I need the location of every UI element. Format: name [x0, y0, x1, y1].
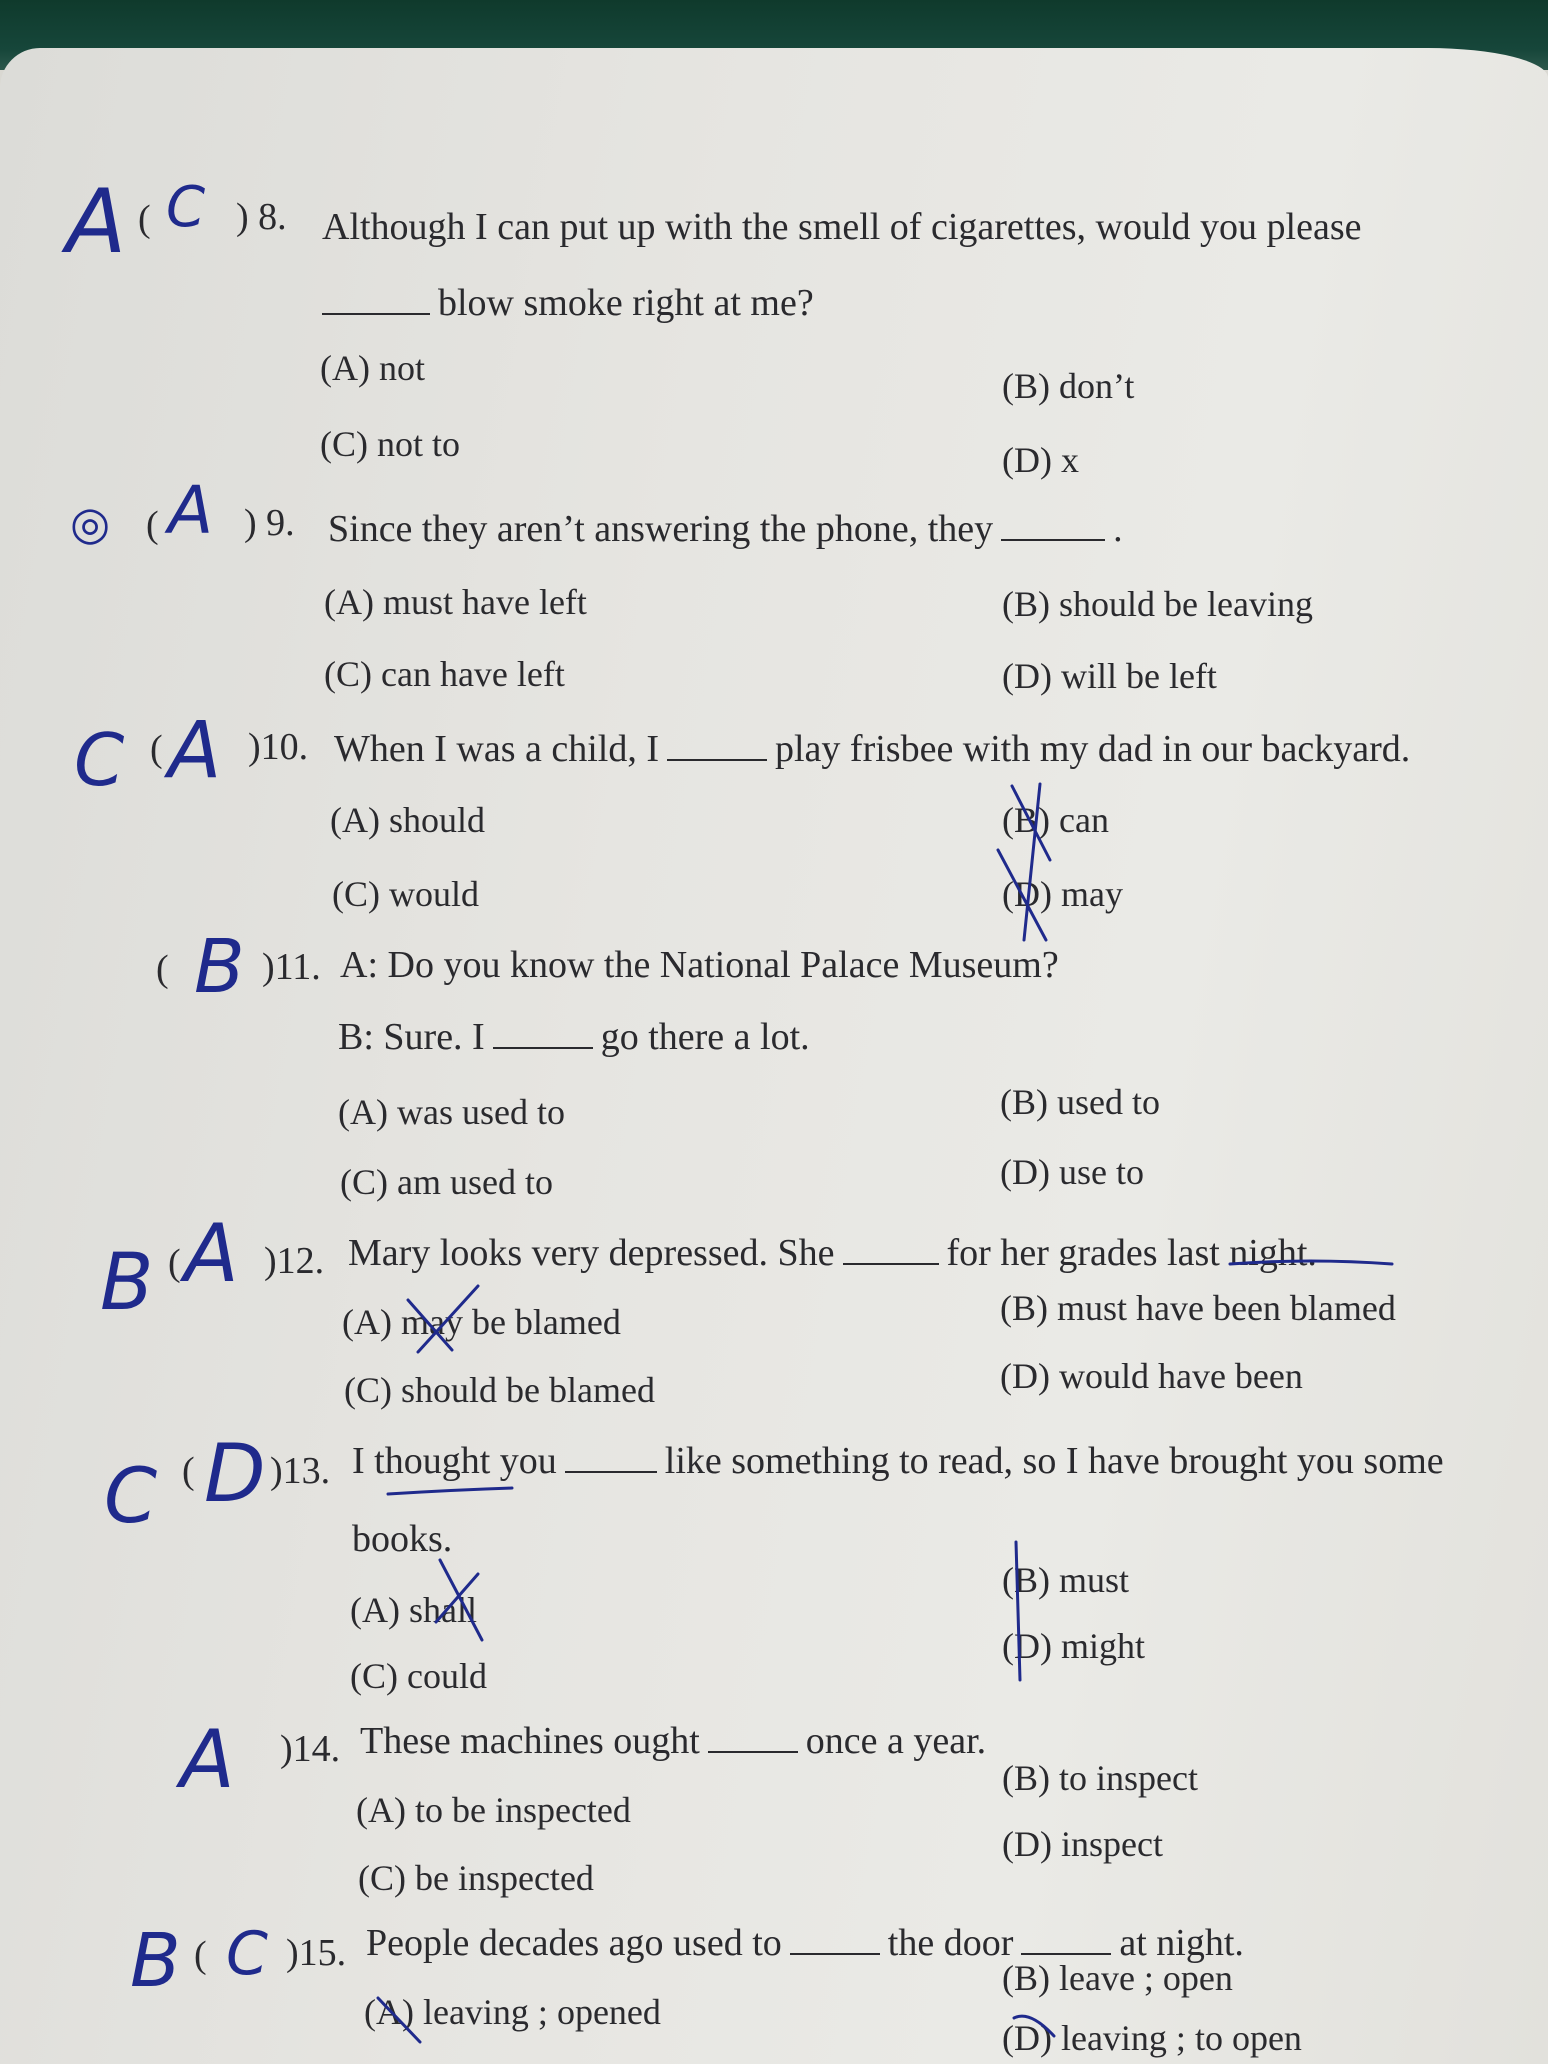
question-number: )15. — [286, 1932, 347, 1974]
handwritten-mark: C — [104, 1451, 158, 1540]
question-text-line-2: blow smoke right at me? — [322, 284, 814, 322]
option-a: (A) was used to — [338, 1092, 565, 1132]
paren-open: ( — [168, 1242, 181, 1284]
option-d: (D) would have been — [1000, 1356, 1303, 1396]
paren-answer: A — [184, 1207, 239, 1300]
option-c: (C) am used to — [340, 1162, 553, 1202]
question-number: )11. — [262, 946, 321, 988]
option-c: (C) be inspected — [358, 1858, 594, 1898]
option-c: (C) could — [350, 1656, 487, 1696]
paren-open: ( — [194, 1934, 207, 1976]
option-a: (A) not — [320, 348, 425, 388]
question-text: Although I can put up with the smell of cigarettes, would you please — [322, 206, 1362, 248]
option-b: (B) leave ; open — [1002, 1958, 1233, 1998]
option-d: (D) may — [1002, 874, 1123, 914]
question-text: I thought you like something to read, so I have brought you some — [352, 1440, 1444, 1482]
option-a: (A) leaving ; opened — [364, 1992, 661, 2032]
question-text: When I was a child, I play frisbee with my dad in our backyard. — [334, 728, 1411, 770]
handwritten-mark: B — [100, 1238, 154, 1328]
paren-answer: C — [166, 175, 206, 240]
option-d: (D) leaving ; to open — [1002, 2018, 1302, 2058]
handwritten-mark: C — [74, 718, 125, 802]
paren-answer: A — [168, 706, 222, 796]
option-d: (D) use to — [1000, 1152, 1144, 1192]
option-b: (B) must — [1002, 1560, 1130, 1600]
option-d: (D) inspect — [1002, 1824, 1163, 1864]
paren-answer: A — [180, 1713, 235, 1806]
question-text: Mary looks very depressed. She for her grades last night. — [348, 1232, 1317, 1274]
paren-answer: C — [226, 1919, 268, 1989]
paren-answer: A — [168, 472, 214, 549]
option-b: (B) can — [1002, 800, 1109, 840]
question-text: Since they aren’t answering the phone, they . — [328, 508, 1123, 550]
option-b: (B) to inspect — [1002, 1758, 1198, 1798]
option-d: (D) might — [1002, 1626, 1145, 1666]
option-c: (C) can have left — [324, 654, 565, 694]
question-text: These machines ought once a year. — [360, 1720, 987, 1762]
option-a: (A) must have left — [324, 582, 587, 622]
question-number: ) 9. — [244, 502, 295, 544]
option-d: (D) will be left — [1002, 656, 1217, 696]
question-number: )13. — [270, 1450, 331, 1492]
option-b: (B) must have been blamed — [1000, 1288, 1396, 1328]
question-number: ) 8. — [236, 196, 287, 238]
option-c: (C) would — [332, 874, 479, 914]
option-b: (B) used to — [1000, 1082, 1160, 1122]
option-d: (D) x — [1002, 440, 1079, 480]
option-b: (B) should be leaving — [1002, 584, 1313, 624]
paren-open: ( — [138, 198, 151, 240]
paren-answer: B — [194, 924, 245, 1010]
option-c: (C) not to — [320, 424, 460, 464]
option-a: (A) may be blamed — [342, 1302, 621, 1342]
question-number: )10. — [248, 726, 309, 768]
option-a: (A) shall — [350, 1590, 477, 1630]
question-text: People decades ago used to the door at night. — [366, 1922, 1244, 1964]
question-text: A: Do you know the National Palace Museum? — [340, 944, 1059, 986]
question-text-line-2: B: Sure. I go there a lot. — [338, 1016, 810, 1058]
option-c: (C) should be blamed — [344, 1370, 655, 1410]
question-text-line-2: books. — [352, 1518, 453, 1560]
handwritten-mark: A — [66, 170, 127, 273]
option-a: (A) to be inspected — [356, 1790, 631, 1830]
paren-open: ( — [150, 728, 163, 770]
double-circle-mark: ◎ — [70, 496, 111, 550]
paren-open: ( — [182, 1450, 195, 1492]
option-b: (B) don’t — [1002, 366, 1135, 406]
question-number: )14. — [280, 1728, 341, 1770]
handwritten-mark: B — [130, 1918, 181, 2004]
option-a: (A) should — [330, 800, 485, 840]
paren-open: ( — [146, 504, 159, 546]
paren-answer: D — [204, 1427, 266, 1520]
question-number: )12. — [264, 1240, 325, 1282]
paren-open: ( — [156, 948, 169, 990]
